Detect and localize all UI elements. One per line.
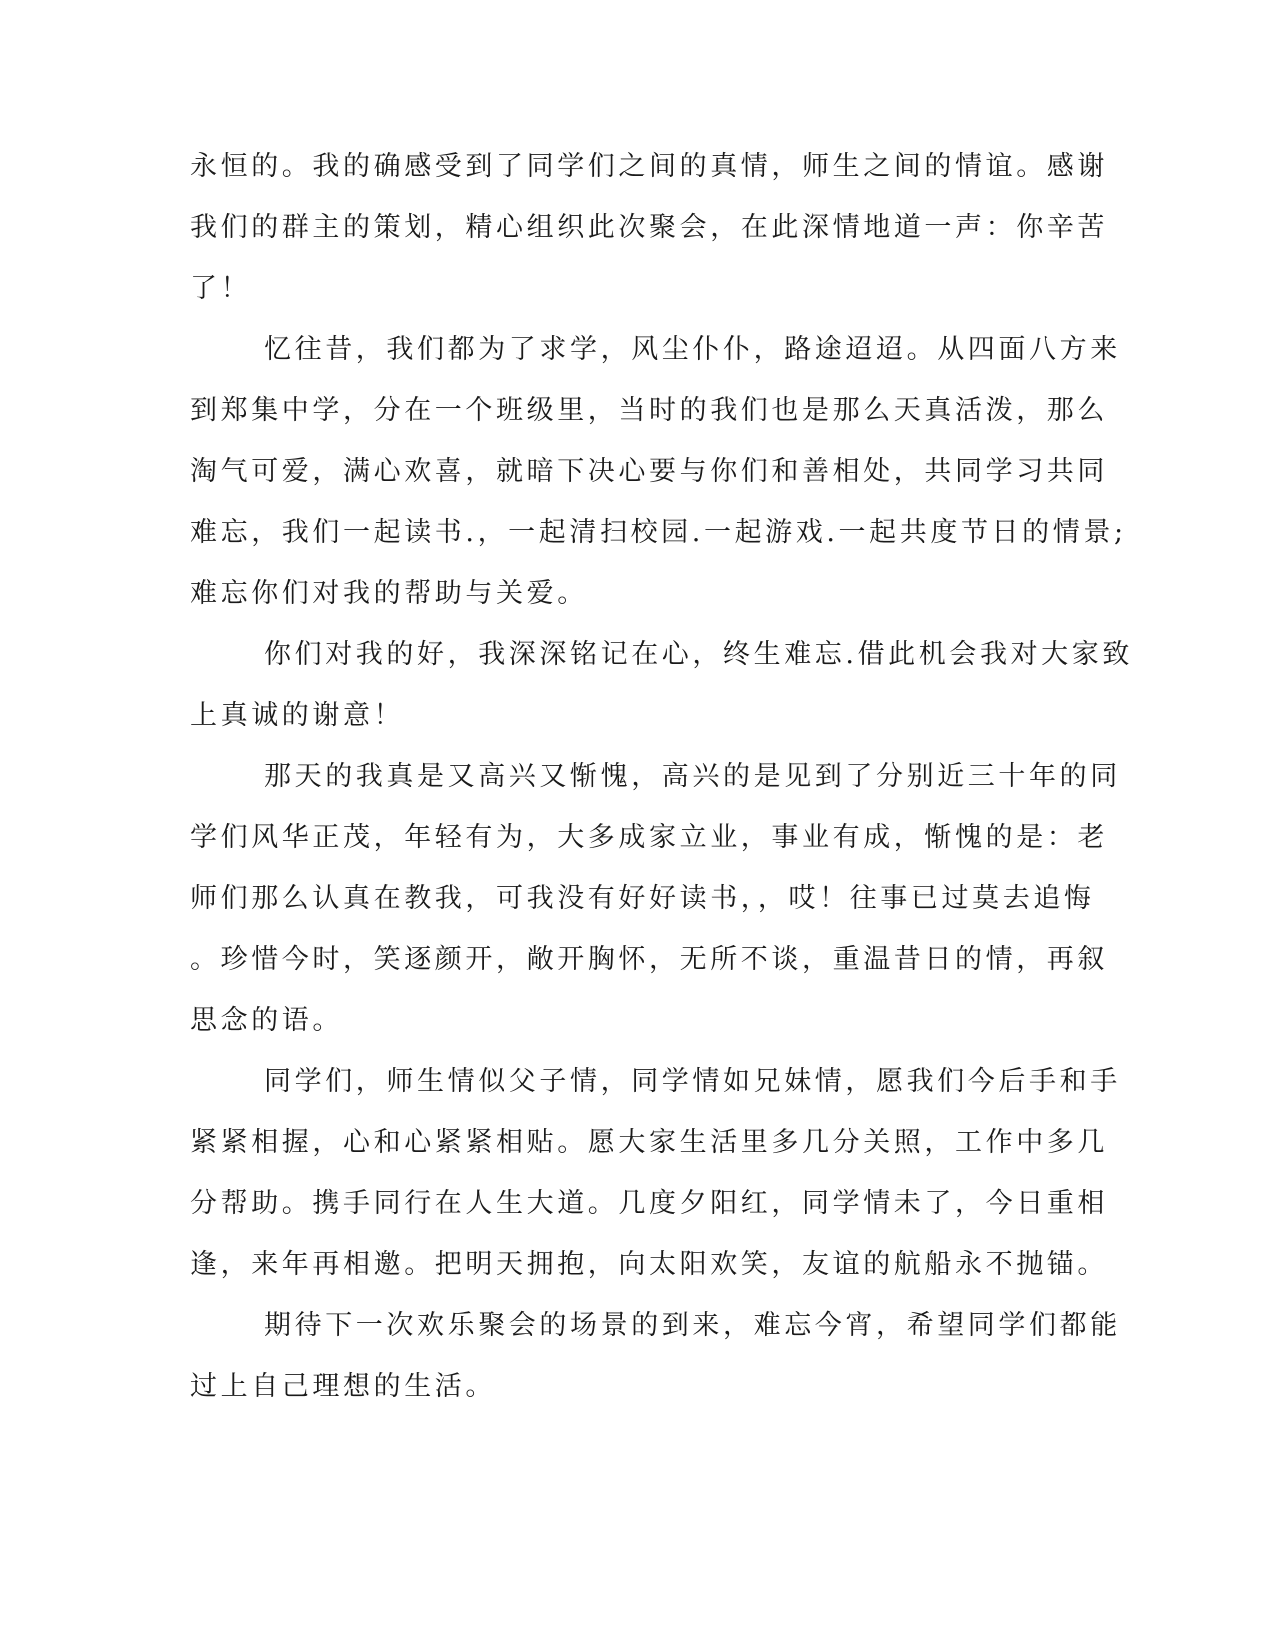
text-line: 紧紧相握，心和心紧紧相贴。愿大家生活里多几分关照，工作中多几: [190, 1127, 1108, 1158]
text-line: 永恒的。我的确感受到了同学们之间的真情，师生之间的情谊。感谢: [190, 151, 1108, 182]
paragraph-first-line: 忆往昔，我们都为了求学，风尘仆仆，路途迢迢。从四面八方来: [264, 334, 1121, 365]
text-line: 师们那么认真在教我，可我没有好好读书，，哎！往事已过莫去追悔: [190, 883, 1095, 914]
text-line: 上真诚的谢意！: [190, 700, 405, 731]
text-line: 淘气可爱，满心欢喜，就暗下决心要与你们和善相处，共同学习共同: [190, 456, 1108, 487]
text-line: 逢，来年再相邀。把明天拥抱，向太阳欢笑，友谊的航船永不抛锚。: [190, 1249, 1108, 1280]
paragraph-first-line: 你们对我的好，我深深铭记在心，终生难忘.借此机会我对大家致: [264, 639, 1133, 670]
text-line: 难忘你们对我的帮助与关爱。: [190, 578, 588, 609]
text-line: 学们风华正茂，年轻有为，大多成家立业，事业有成，惭愧的是：老: [190, 822, 1108, 853]
text-line: 难忘，我们一起读书.，一起清扫校园.一起游戏.一起共度节日的情景;: [190, 517, 1127, 548]
text-line: 我们的群主的策划，精心组织此次聚会，在此深情地道一声：你辛苦: [190, 212, 1108, 243]
text-line: 思念的语。: [190, 1005, 343, 1036]
text-line: 分帮助。携手同行在人生大道。几度夕阳红，同学情未了，今日重相: [190, 1188, 1108, 1219]
paragraph-first-line: 那天的我真是又高兴又惭愧，高兴的是见到了分别近三十年的同: [264, 761, 1121, 792]
text-line: 。珍惜今时，笑逐颜开，敞开胸怀，无所不谈，重温昔日的情，再叙: [190, 944, 1108, 975]
text-line: 了！: [190, 273, 252, 304]
text-line: 到郑集中学，分在一个班级里，当时的我们也是那么天真活泼，那么: [190, 395, 1108, 426]
text-line: 过上自己理想的生活。: [190, 1371, 496, 1402]
paragraph-first-line: 期待下一次欢乐聚会的场景的到来，难忘今宵，希望同学们都能: [264, 1310, 1121, 1341]
paragraph-first-line: 同学们，师生情似父子情，同学情如兄妹情，愿我们今后手和手: [264, 1066, 1121, 1097]
document-body: [190, 136, 1133, 1417]
